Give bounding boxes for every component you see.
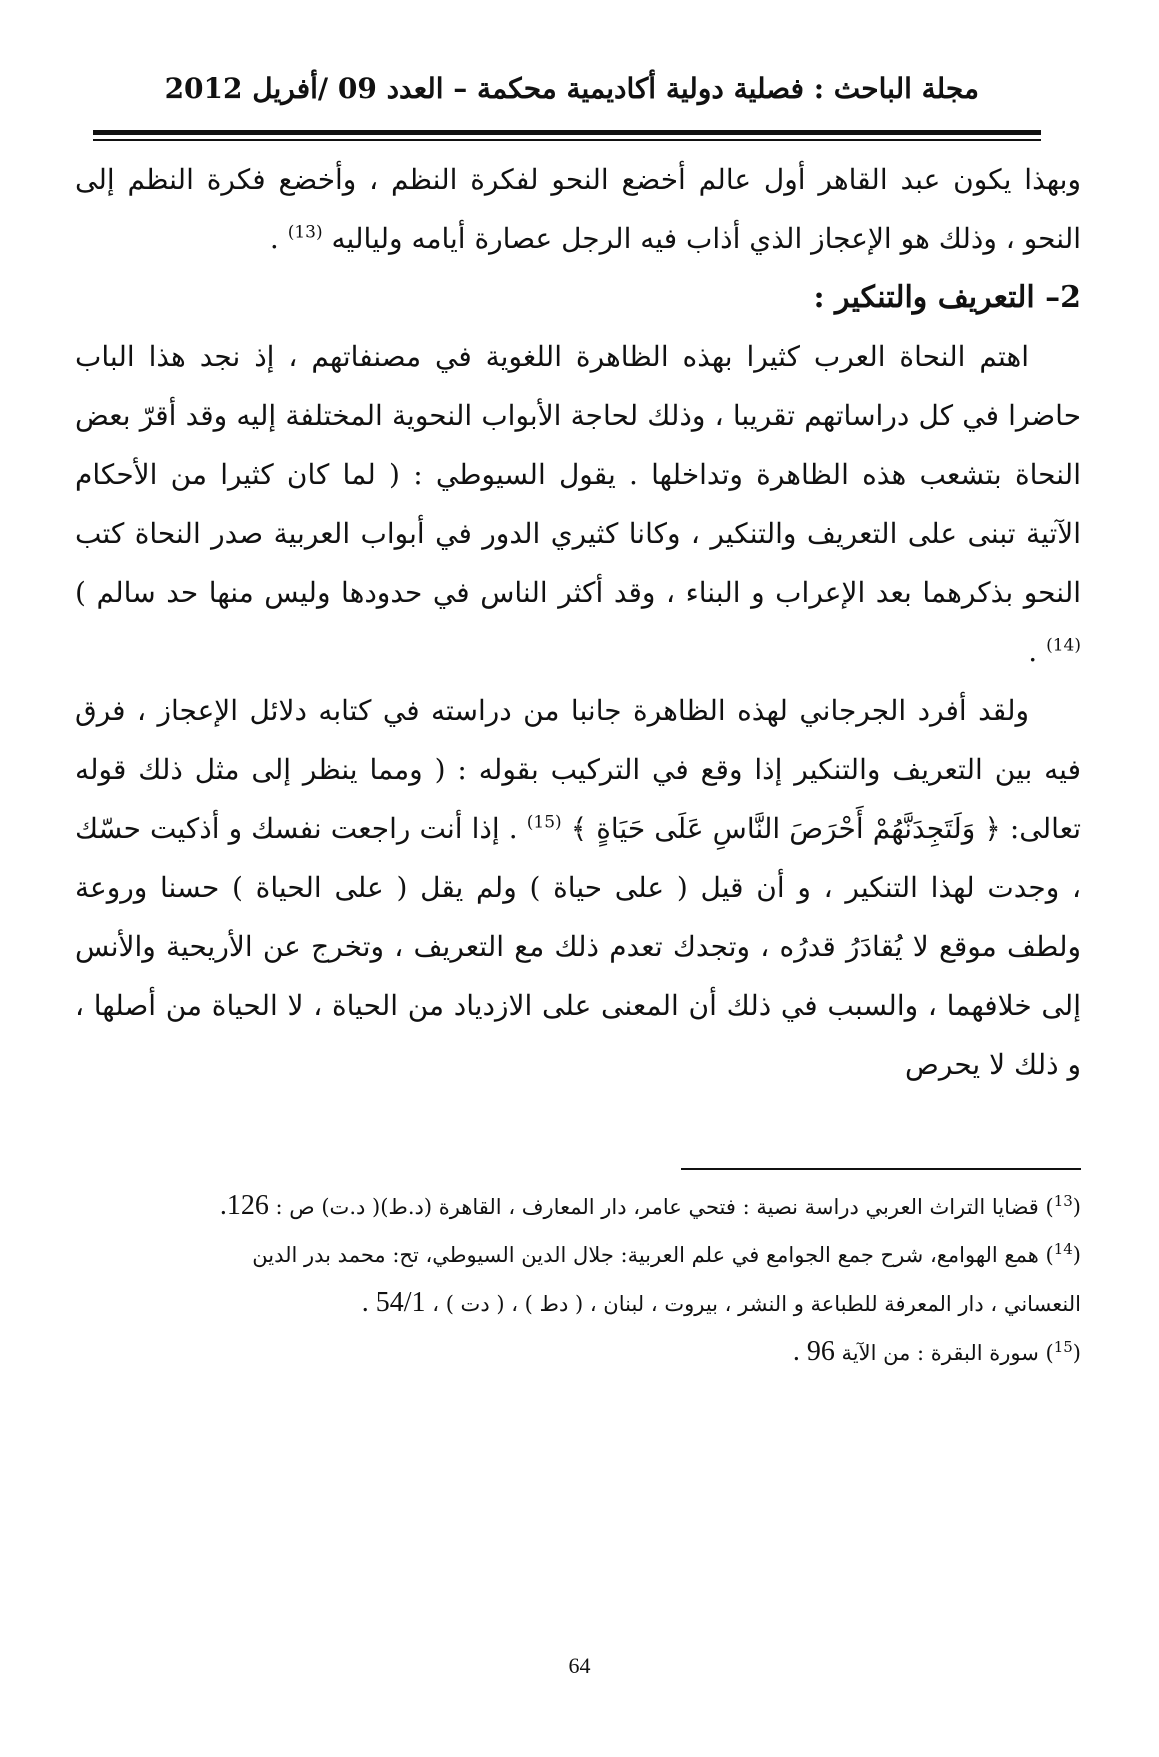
footnote-14-page: 54/1 . xyxy=(361,1287,426,1318)
footnote-14-continued xyxy=(75,1282,1081,1325)
paragraph-2 xyxy=(75,327,1081,681)
page-number: 64 xyxy=(568,1653,591,1678)
footnote-13-number: 13 xyxy=(1053,1192,1073,1210)
header-rule-thick xyxy=(93,130,1041,135)
paragraph-3 xyxy=(75,681,1081,1094)
footnote-14-text: ) همع الهوامع، شرح جمع الجوامع في علم العربية: جلال الدين السيوطي، تح: محمد بدر الدين xyxy=(252,1243,1054,1267)
footnote-15-page: 96 . xyxy=(792,1336,835,1367)
footnote-ref-13: (13) xyxy=(287,222,323,243)
paragraph-1-text: وبهذا يكون عبد القاهر أول عالم أخضع النحو لفكرة النظم ، وأخضع فكرة النظم إلى النحو ، وذلك هو الإعجاز الذي أذاب فيه الرجل عصارة أيامه ولياليه xyxy=(75,163,1081,255)
footnote-15-number: 15 xyxy=(1053,1338,1073,1356)
footnote-14-number: 14 xyxy=(1053,1240,1073,1258)
paragraph-3-text-a: ولقد أفرد الجرجاني لهذه الظاهرة جانبا من دراسته في كتابه دلائل الإعجاز ، فرق فيه بين التعريف والتنكير إذا وقع في التركيب بقوله : ( ومما ينظر إلى مثل ذلك قوله تعالى: ﴿ وَلَتَجِدَنَّهُمْ أَحْرَصَ النَّاسِ عَلَى حَيَاةٍ ﴾ xyxy=(75,694,1082,845)
header-rule-thin xyxy=(93,139,1041,141)
paragraph-2-end: . xyxy=(1028,635,1038,668)
section-heading: 2– التعريف والتنكير : xyxy=(813,280,1081,315)
body-text xyxy=(75,150,1081,1094)
paragraph-1-end: . xyxy=(269,222,279,255)
journal-running-head: مجلة الباحث : فصلية دولية أكاديمية محكمة – العدد 09 /أفريل 2012 xyxy=(164,72,979,105)
footnote-separator xyxy=(681,1168,1081,1170)
footnote-ref-14: (14) xyxy=(1046,635,1081,656)
footnote-15: ($^{15}$) سورة البقرة : من الآية 96 . xyxy=(792,1336,1081,1367)
footnotes xyxy=(75,1185,1081,1380)
footnote-13-page: 126. xyxy=(219,1190,269,1221)
footnote-13: ($^{13}$) قضايا التراث العربي دراسة نصية : فتحي عامر، دار المعارف ، القاهرة (د.ط)( د.ت) ص : 126. xyxy=(219,1190,1081,1221)
footnote-13-text: ) قضايا التراث العربي دراسة نصية : فتحي عامر، دار المعارف ، القاهرة (د.ط)( د.ت) ص : xyxy=(275,1195,1054,1219)
footnote-14: ($^{14}$) همع الهوامع، شرح جمع الجوامع في علم العربية: جلال الدين السيوطي، تح: محمد بدر الدين xyxy=(252,1240,1081,1267)
footnote-14-cont-text: النعساني ، دار المعرفة للطباعة و النشر ، بيروت ، لبنان ، ( دط ) ، ( دت ) ، xyxy=(432,1292,1081,1316)
paragraph-3-text-b: . إذا أنت راجعت نفسك و أذكيت حسّك ، وجدت لهذا التنكير ، و أن قيل ( على حياة ) ولم يقل ( على الحياة ) حسنا وروعة ولطف موقع لا يُقادَرُ قدرُه ، وتجدك تعدم ذلك مع التعريف ، وتخرج عن الأريحية والأنس إلى خلافهما ، والسبب في ذلك أن المعنى على الازدياد من الحياة ، لا الحياة من أصلها ، و ذلك لا يحرص xyxy=(75,812,1081,1081)
paragraph-2-text: اهتم النحاة العرب كثيرا بهذه الظاهرة اللغوية في مصنفاتهم ، إذ نجد هذا الباب حاضرا في كل دراساتهم تقريبا ، وذلك لحاجة الأبواب النحوية المختلفة إليه وقد أقرّ بعض النحاة بتشعب هذه الظاهرة وتداخلها . يقول السيوطي : ( لما كان كثيرا من الأحكام الآتية تبنى على التعريف والتنكير ، وكانا كثيري الدور في أبواب العربية صدر النحاة كتب النحو بذكرهما بعد الإعراب و البناء ، وقد أكثر الناس في حدودها وليس منها حد سالم ) xyxy=(75,340,1081,609)
paragraph-1 xyxy=(75,150,1081,268)
footnote-ref-15: (15) xyxy=(526,812,562,833)
footnote-15-text: ) سورة البقرة : من الآية xyxy=(841,1341,1054,1365)
